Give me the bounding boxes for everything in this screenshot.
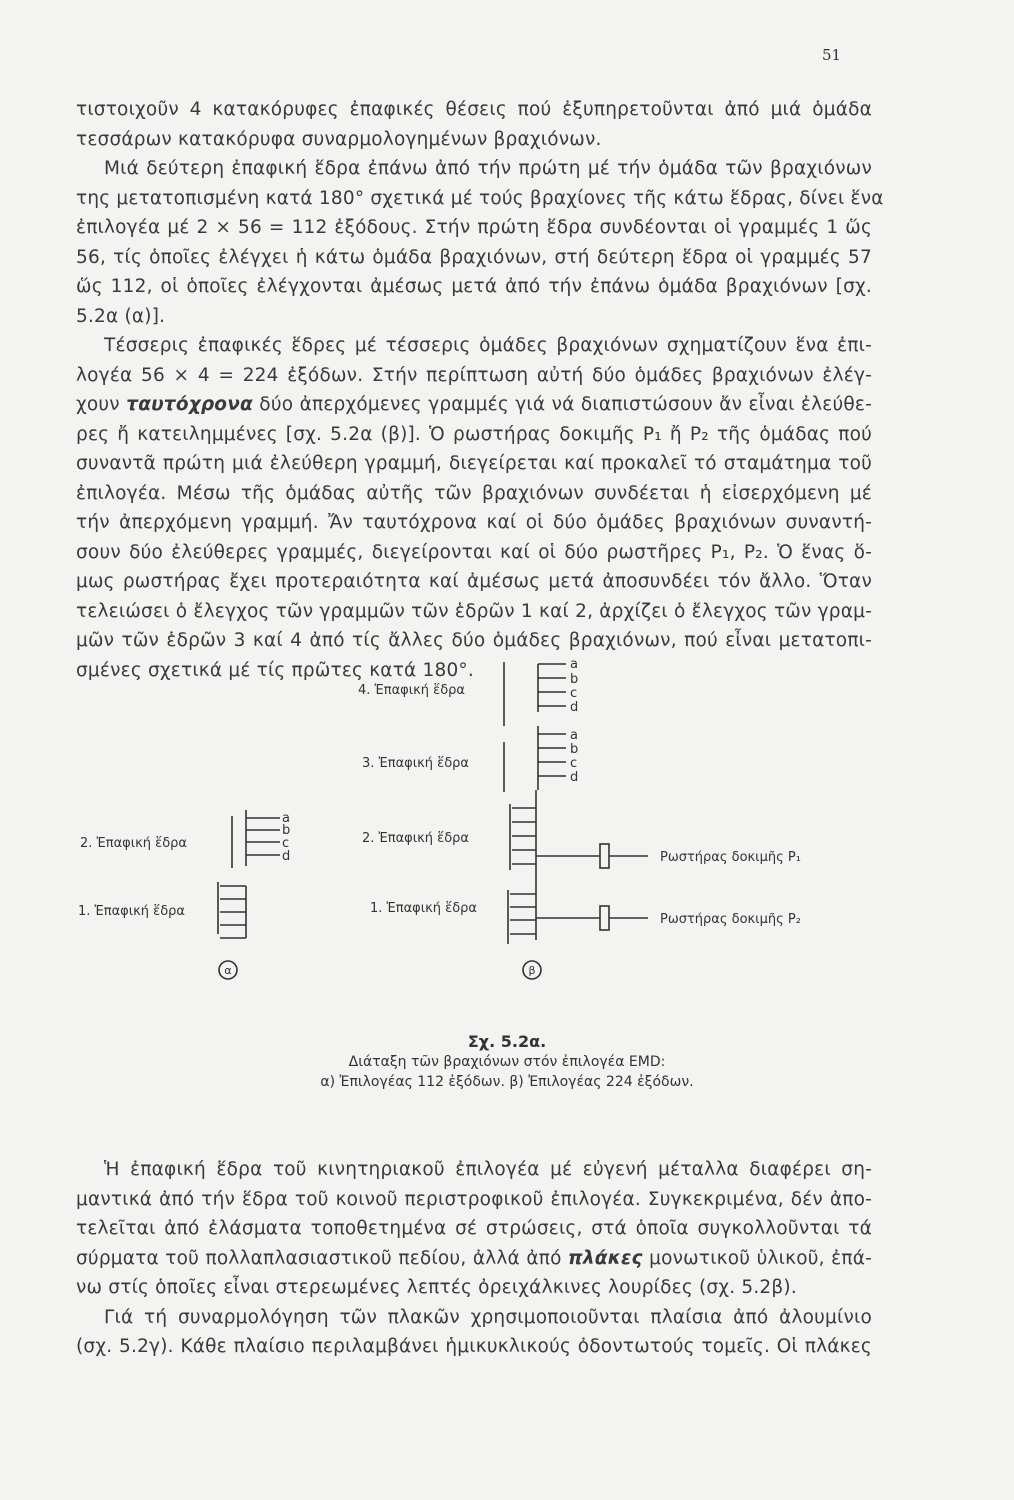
page-number: 51 [822,46,842,64]
text-line: ὥς 112, οἱ ὁποῖες ἐλέγχονται ἀμέσως μετά ἀπό τήν ἐπάνω ὁμάδα βραχιόνων [σχ. [76,276,872,297]
emphasis-word: πλάκες [568,1247,643,1269]
text-line: μαντικά ἀπό τήν ἕδρα τοῦ κοινοῦ περιστροφικοῦ ἐπιλογέα. Συγκεκριμένα, δέν ἀπο- [76,1188,872,1210]
text-fragment: μονωτικοῦ ὑλικοῦ, ἐπά- [649,1247,872,1269]
bottom-text-block [76,1155,872,1362]
beta-middle-letter-c: c [570,756,578,771]
text-line: σουν δύο ἐλεύθερες γραμμές, διεγείρονται καί οἱ δύο ρωστῆρες P₁, P₂. Ὁ ἕνας ὅ- [76,541,872,563]
text-line: ἐπιλογέα. Μέσω τῆς ὁμάδας αὐτῆς τῶν βραχιόνων συνδέεται ἡ εἰσερχόμενη μέ [76,482,872,504]
text-line: 56, τίς ὁποῖες ἐλέγχει ἡ κάτω ὁμάδα βραχιόνων, στή δεύτερη ἕδρα οἱ γραμμές 57 [76,246,872,268]
beta-middle-letter-a: a [570,728,578,743]
emphasis-word: ταυτόχρονα [126,394,253,415]
alpha-label-level2: 2. Ἐπαφική ἕδρα [80,836,187,851]
text-line: νω στίς ὁποῖες εἶναι στερεωμένες λεπτές ὀρειχάλκινες λουρίδες (σχ. 5.2β). [76,1277,797,1298]
beta-upper-letter-b: b [570,672,579,687]
text-fragment: δύο ἀπερχόμενες γραμμές γιά νά διαπιστώσουν ἄν εἶναι ἐλεύθε- [259,394,872,415]
text-line: ρες ἤ κατειλημμένες [σχ. 5.2α (β)]. Ὁ ρωστήρας δοκιμῆς P₁ ἤ P₂ τῆς ὁμάδας πού [76,423,872,445]
text-line: μως ρωστήρας ἔχει προτεραιότητα καί ἀμέσως μετά ἀποσυνδέει τόν ἄλλο. Ὅταν [76,571,872,592]
alpha-label-level1: 1. Ἐπαφική ἕδρα [78,904,185,919]
beta-label-level4: 4. Ἐπαφική ἕδρα [358,683,465,698]
text-fragment: σύρματα τοῦ πολλαπλασιαστικοῦ πεδίου, ἀλλά ἀπό [76,1247,562,1269]
text-line: τελεῖται ἀπό ἐλάσματα τοποθετημένα σέ στρώσεις, στά ὁποῖα συγκολλοῦνται τά [76,1218,872,1239]
caption-line-1: Διάταξη τῶν βραχιόνων στόν ἐπιλογέα EMD: [348,1054,666,1070]
beta-label-level2: 2. Ἐπαφική ἕδρα [362,831,469,846]
text-line: τελειώσει ὁ ἔλεγχος τῶν γραμμῶν τῶν ἑδρῶν 1 καί 2, ἀρχίζει ὁ ἔλεγχος τῶν γραμ- [76,600,872,622]
text-line: Ἡ ἐπαφική ἕδρα τοῦ κινητηριακοῦ ἐπιλογέα μέ εὐγενή μέταλλα διαφέρει ση- [104,1159,872,1180]
text-line: τεσσάρων κατακόρυφα συναρμολογημένων βραχιόνων. [76,128,602,150]
alpha-marker: α [224,964,232,977]
probe2-box [600,906,609,930]
text-line: 5.2α (α)]. [76,305,166,327]
text-line: Γιά τή συναρμολόγηση τῶν πλακῶν χρησιμοποιοῦνται πλαίσια ἀπό ἀλουμίνιο [104,1306,872,1328]
text-line-mixed [76,390,872,420]
beta-middle-letter-d: d [570,770,579,785]
probe1-label: Ρωστήρας δοκιμῆς P₁ [660,850,801,865]
beta-marker: β [528,964,536,977]
text-line: Τέσσερις ἐπαφικές ἕδρες μέ τέσσερις ὁμάδες βραχιόνων σχηματίζουν ἕνα ἐπι- [104,335,872,356]
text-line: μῶν τῶν ἑδρῶν 3 καί 4 ἀπό τίς ἄλλες δύο ὁμάδες βραχιόνων, πού εἶναι μετατοπι- [76,630,872,651]
probe1-box [600,844,609,868]
alpha-letter-c: c [282,836,290,851]
text-line: Μιά δεύτερη ἐπαφική ἕδρα ἐπάνω ἀπό τήν πρώτη μέ τήν ὁμάδα τῶν βραχιόνων [104,158,872,179]
caption-title: Σχ. 5.2α. [467,1032,547,1051]
figure-caption [0,1032,1014,1092]
text-line: συναντᾶ πρώτη μιά ἐλεύθερη γραμμή, διεγείρεται καί προκαλεῖ τό σταμάτημα τοῦ [76,453,872,474]
beta-label-level3: 3. Ἐπαφική ἕδρα [362,756,469,771]
text-line: τήν ἀπερχόμενη γραμμή. Ἄν ταυτόχρονα καί οἱ δύο ὁμάδες βραχιόνων συναντή- [76,512,872,533]
top-text-block [76,95,884,685]
alpha-letter-b: b [282,823,291,838]
beta-upper-letter-d: d [570,700,579,715]
alpha-letter-d: d [282,849,291,864]
text-line: σμένες σχετικά μέ τίς πρῶτες κατά 180°. [76,659,474,681]
text-line: τιστοιχοῦν 4 κατακόρυφες ἐπαφικές θέσεις πού ἐξυπηρετοῦνται ἀπό μιά ὁμάδα [76,99,872,120]
beta-upper-letter-c: c [570,686,578,701]
text-line-mixed [76,1244,872,1274]
text-line: (σχ. 5.2γ). Κάθε πλαίσιο περιλαμβάνει ἡμικυκλικούς ὀδοντωτούς τομεῖς. Οἱ πλάκες [76,1336,872,1357]
text-line: της μετατοπισμένη κατά 180° σχετικά μέ τούς βραχίονες τῆς κάτω ἕδρας, δίνει ἕνα [76,187,884,209]
beta-upper-letter-a: a [570,657,578,672]
text-fragment: χουν [76,394,120,415]
text-line: ἐπιλογέα μέ 2 × 56 = 112 ἐξόδους. Στήν πρώτη ἕδρα συνδέονται οἱ γραμμές 1 ὥς [76,217,872,238]
probe2-label: Ρωστήρας δοκιμῆς P₂ [660,912,801,927]
arm-arrangement-diagram [0,650,1014,1020]
beta-middle-letter-b: b [570,742,579,757]
caption-line-2: α) Ἐπιλογέας 112 ἐξόδων. β) Ἐπιλογέας 224 ἐξόδων. [320,1074,694,1090]
alpha-letter-a: a [282,811,290,826]
text-line: λογέα 56 × 4 = 224 ἐξόδων. Στήν περίπτωση αὐτή δύο ὁμάδες βραχιόνων ἐλέγ- [76,364,872,386]
beta-label-level1: 1. Ἐπαφική ἕδρα [370,901,477,916]
